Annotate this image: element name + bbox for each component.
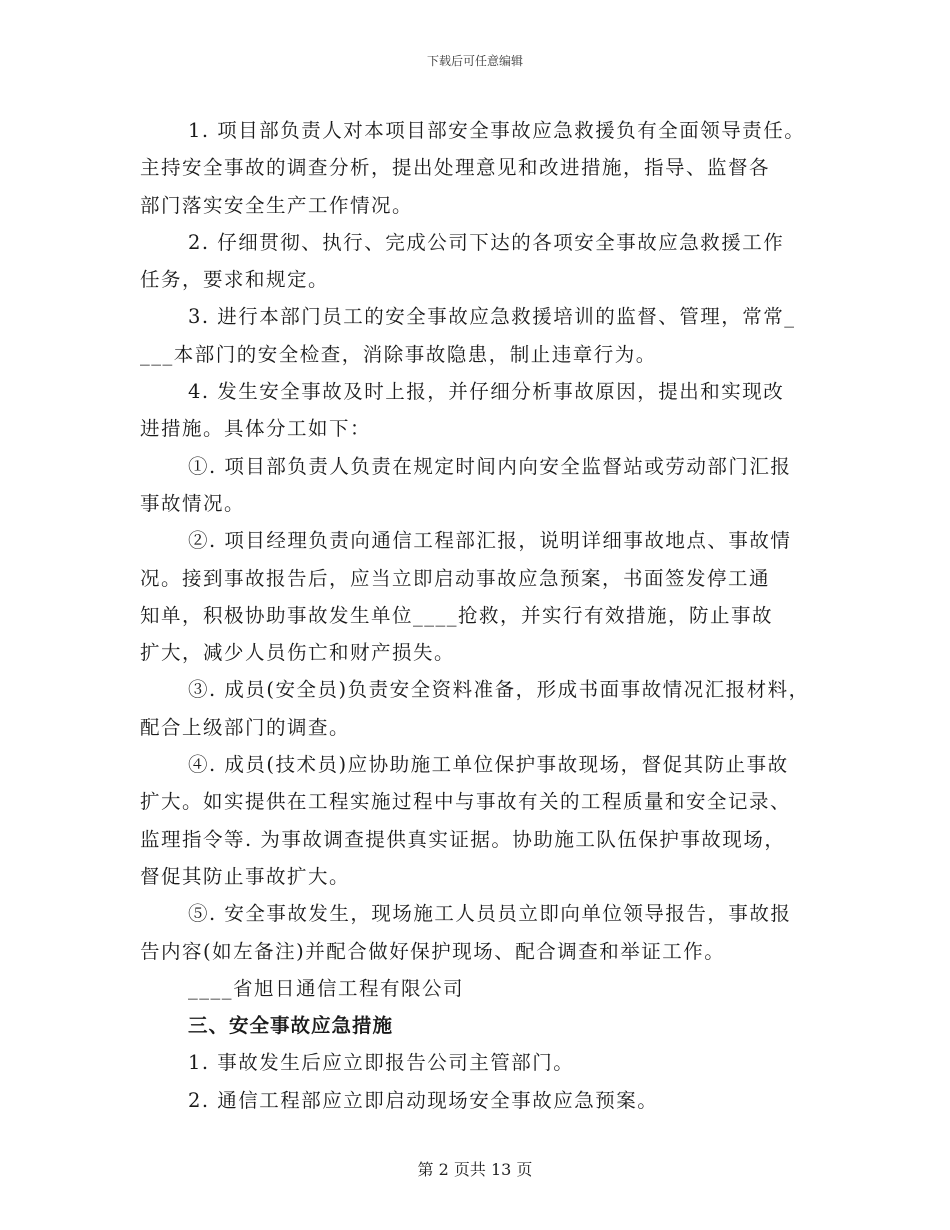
measure-2-line: 2. 通信工程部应立即启动现场安全事故应急预案。 xyxy=(188,1088,659,1112)
item-5-line-1: ⑤. 安全事故发生，现场施工人员员立即向单位领导报告，事故报 xyxy=(188,902,792,926)
item-2-line-3: 知单，积极协助事故发生单位____抢救，并实行有效措施，防止事故 xyxy=(140,603,774,627)
section-heading: 三、安全事故应急措施 xyxy=(188,1014,394,1038)
item-2-line-1: ②. 项目经理负责向通信工程部汇报，说明详细事故地点、事故情 xyxy=(188,529,792,553)
item-3-line-2: 配合上级部门的调查。 xyxy=(140,715,351,739)
page-header-note: 下载后可任意编辑 xyxy=(426,54,523,68)
item-2-line-4: 扩大，减少人员伤亡和财产损失。 xyxy=(140,641,456,665)
paragraph-1-line-1: 1. 项目部负责人对本项目部安全事故应急救援负有全面领导责任。 xyxy=(188,119,806,142)
paragraph-4-line-2: 进措施。具体分工如下： xyxy=(140,417,372,441)
paragraph-1-line-3: 部门落实安全生产工作情况。 xyxy=(140,193,414,217)
item-4-line-2: 扩大。如实提供在工程实施过程中与事故有关的工程质量和安全记录、 xyxy=(140,790,792,814)
company-name-line: ____省旭日通信工程有限公司 xyxy=(188,976,465,1000)
item-3-line-1: ③. 成员(安全员)负责安全资料准备，形成书面事故情况汇报材料， xyxy=(188,678,810,702)
paragraph-3-line-1: 3. 进行本部门员工的安全事故应急救援培训的监督、管理，常常_ xyxy=(188,305,796,329)
item-2-line-2: 况。接到事故报告后，应当立即启动事故应急预案，书面签发停工通 xyxy=(140,566,771,590)
document-body xyxy=(140,112,820,1119)
paragraph-3-line-2: ___本部门的安全检查，消除事故隐患，制止违章行为。 xyxy=(140,342,657,366)
item-5-line-2: 告内容(如左备注)并配合做好保护现场、配合调查和举证工作。 xyxy=(140,939,726,963)
paragraph-1-line-2: 主持安全事故的调查分析，提出处理意见和改进措施，指导、监督各 xyxy=(140,156,771,180)
page-number-footer: 第 2 页共 13 页 xyxy=(417,1160,533,1179)
item-4-line-1: ④. 成员(技术员)应协助施工单位保护事故现场，督促其防止事故 xyxy=(188,753,789,777)
item-1-line-1: ①. 项目部负责人负责在规定时间内向安全监督站或劳动部门汇报 xyxy=(188,454,792,478)
item-1-line-2: 事故情况。 xyxy=(140,491,246,515)
item-4-line-3: 监理指令等. 为事故调查提供真实证据。协助施工队伍保护事故现场， xyxy=(140,827,786,851)
item-4-line-4: 督促其防止事故扩大。 xyxy=(140,864,351,888)
paragraph-4-line-1: 4. 发生安全事故及时上报，并仔细分析事故原因，提出和实现改 xyxy=(188,380,785,404)
measure-1-line: 1. 事故发生后应立即报告公司主管部门。 xyxy=(188,1051,575,1075)
paragraph-2-line-2: 任务，要求和规定。 xyxy=(140,268,330,292)
paragraph-2-line-1: 2. 仔细贯彻、执行、完成公司下达的各项安全事故应急救援工作 xyxy=(188,230,785,254)
